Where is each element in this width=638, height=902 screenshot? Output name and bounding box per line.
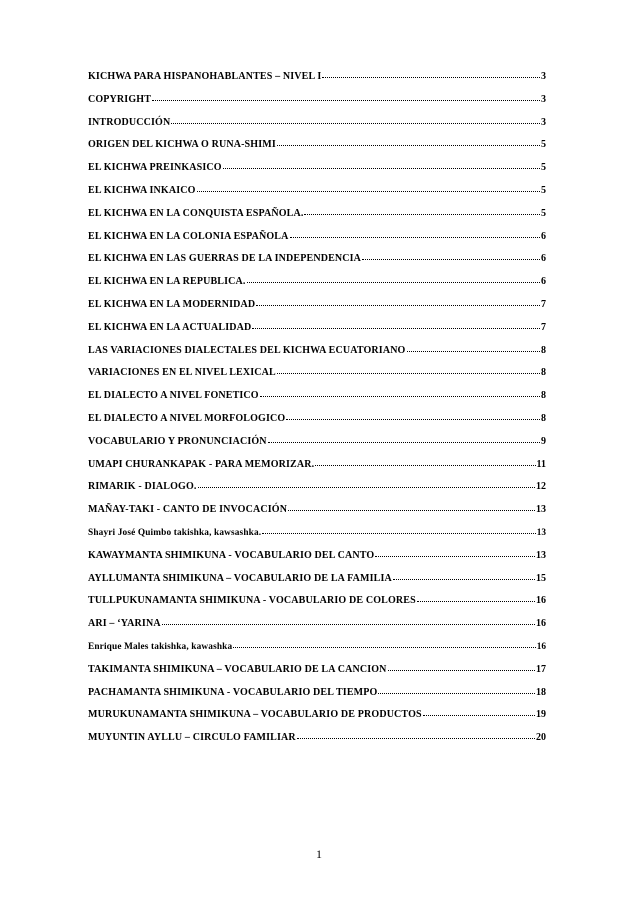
toc-entry[interactable] <box>88 568 546 591</box>
toc-entry-title: KICHWA PARA HISPANOHABLANTES – NIVEL I <box>88 71 322 82</box>
toc-entry-title: PACHAMANTA SHIMIKUNA - VOCABULARIO DEL TIEMPO <box>88 686 378 698</box>
toc-entry[interactable] <box>88 248 546 271</box>
toc-entry-page: 16 <box>536 618 546 630</box>
toc-entry-page: 18 <box>536 686 546 698</box>
table-of-contents <box>88 66 546 750</box>
toc-dot-leader <box>286 411 540 421</box>
toc-entry-title: EL KICHWA EN LA REPUBLICA. <box>88 276 246 288</box>
toc-dot-leader <box>223 160 540 170</box>
toc-entry[interactable] <box>88 727 546 750</box>
toc-dot-leader <box>162 616 535 626</box>
toc-entry-page: 15 <box>536 572 546 584</box>
toc-entry[interactable] <box>88 522 546 545</box>
toc-entry-page: 20 <box>536 732 546 744</box>
toc-entry-title: EL KICHWA EN LA ACTUALIDAD <box>88 321 252 333</box>
toc-dot-leader <box>378 685 535 695</box>
toc-entry-title: INTRODUCCIÓN <box>88 116 171 128</box>
toc-entry-page: 8 <box>541 412 546 424</box>
toc-dot-leader <box>315 457 535 467</box>
toc-entry[interactable] <box>88 590 546 613</box>
toc-entry[interactable] <box>88 317 546 340</box>
toc-entry[interactable] <box>88 340 546 363</box>
toc-entry-page: 19 <box>536 709 546 721</box>
toc-entry-title: EL KICHWA EN LA COLONIA ESPAÑOLA <box>88 230 289 242</box>
toc-dot-leader <box>388 662 535 672</box>
toc-dot-leader <box>171 115 540 125</box>
toc-dot-leader <box>268 434 540 444</box>
toc-dot-leader <box>152 92 540 102</box>
toc-entry-title: ARI – ‘YARINA <box>88 618 161 630</box>
toc-entry-page: 13 <box>536 527 546 538</box>
toc-entry-page: 11 <box>536 458 546 470</box>
toc-entry-page: 17 <box>536 663 546 675</box>
toc-entry-title: VARIACIONES EN EL NIVEL LEXICAL <box>88 367 276 379</box>
toc-entry-page: 5 <box>541 184 546 196</box>
toc-entry-title: RIMARIK - DIALOGO. <box>88 481 197 493</box>
toc-entry-page: 3 <box>541 71 546 82</box>
toc-dot-leader <box>277 365 540 375</box>
toc-dot-leader <box>198 479 535 489</box>
toc-entry[interactable] <box>88 454 546 477</box>
toc-entry-title: MURUKUNAMANTA SHIMIKUNA – VOCABULARIO DE PRODUCTOS <box>88 709 422 721</box>
toc-entry-title: VOCABULARIO Y PRONUNCIACIÓN <box>88 435 267 447</box>
toc-dot-leader <box>290 229 541 239</box>
toc-dot-leader <box>233 639 535 649</box>
toc-entry-title: ORIGEN DEL KICHWA O RUNA-SHIMI <box>88 139 276 151</box>
toc-entry[interactable] <box>88 476 546 499</box>
toc-dot-leader <box>262 525 535 535</box>
toc-entry-page: 5 <box>541 207 546 219</box>
toc-entry[interactable] <box>88 636 546 659</box>
toc-entry-title: MAÑAY-TAKI - CANTO DE INVOCACIÓN <box>88 504 288 516</box>
toc-dot-leader <box>252 320 540 330</box>
toc-entry-page: 3 <box>541 116 546 128</box>
toc-dot-leader <box>407 343 541 353</box>
toc-dot-leader <box>256 297 540 307</box>
toc-entry-page: 7 <box>541 321 546 333</box>
toc-entry-title: EL KICHWA INKAICO <box>88 184 196 196</box>
toc-entry-title: MUYUNTIN AYLLU – CIRCULO FAMILIAR <box>88 732 296 744</box>
toc-entry-title: EL KICHWA EN LA CONQUISTA ESPAÑOLA. <box>88 207 304 219</box>
toc-entry[interactable] <box>88 408 546 431</box>
toc-entry-page: 13 <box>536 549 546 561</box>
toc-entry[interactable] <box>88 659 546 682</box>
toc-entry-page: 9 <box>541 435 546 447</box>
toc-entry-title: UMAPI CHURANKAPAK - PARA MEMORIZAR. <box>88 458 315 470</box>
toc-entry-title: EL KICHWA PREINKASICO <box>88 162 222 174</box>
toc-dot-leader <box>197 183 540 193</box>
toc-entry-title: KAWAYMANTA SHIMIKUNA - VOCABULARIO DEL CANTO <box>88 549 375 561</box>
toc-dot-leader <box>277 137 540 147</box>
toc-dot-leader <box>423 707 535 717</box>
toc-entry[interactable] <box>88 385 546 408</box>
toc-entry[interactable] <box>88 134 546 157</box>
toc-dot-leader <box>362 251 540 261</box>
toc-entry-title: Shayri José Quimbo takishka, kawsashka. <box>88 527 262 538</box>
toc-entry[interactable] <box>88 431 546 454</box>
toc-entry[interactable] <box>88 704 546 727</box>
toc-entry-title: TULLPUKUNAMANTA SHIMIKUNA - VOCABULARIO DE COLORES <box>88 595 416 607</box>
toc-entry-title: LAS VARIACIONES DIALECTALES DEL KICHWA ECUATORIANO <box>88 344 406 356</box>
toc-entry-page: 6 <box>541 253 546 265</box>
toc-entry-page: 16 <box>536 595 546 607</box>
toc-dot-leader <box>417 593 535 603</box>
toc-entry-title: TAKIMANTA SHIMIKUNA – VOCABULARIO DE LA CANCION <box>88 663 387 675</box>
toc-dot-leader <box>247 274 540 284</box>
toc-entry[interactable] <box>88 545 546 568</box>
toc-entry-title: EL KICHWA EN LA MODERNIDAD <box>88 298 256 310</box>
toc-dot-leader <box>297 730 535 740</box>
toc-entry-page: 5 <box>541 162 546 174</box>
toc-entry-page: 16 <box>536 641 546 652</box>
toc-entry[interactable] <box>88 180 546 203</box>
toc-entry-title: Enrique Males takishka, kawashka <box>88 641 233 652</box>
toc-dot-leader <box>322 69 540 79</box>
toc-entry-page: 13 <box>536 504 546 516</box>
toc-entry-title: EL DIALECTO A NIVEL FONETICO <box>88 390 259 402</box>
toc-entry[interactable] <box>88 89 546 112</box>
toc-entry-page: 5 <box>541 139 546 151</box>
toc-entry-page: 6 <box>541 276 546 288</box>
toc-entry[interactable] <box>88 271 546 294</box>
toc-entry-page: 7 <box>541 298 546 310</box>
toc-entry-page: 8 <box>541 390 546 402</box>
toc-entry[interactable] <box>88 362 546 385</box>
toc-entry-title: EL KICHWA EN LAS GUERRAS DE LA INDEPENDENCIA <box>88 253 362 265</box>
toc-entry-page: 8 <box>541 344 546 356</box>
toc-entry-title: EL DIALECTO A NIVEL MORFOLOGICO <box>88 412 286 424</box>
toc-entry[interactable] <box>88 226 546 249</box>
toc-entry-page: 3 <box>541 93 546 105</box>
toc-dot-leader <box>393 571 535 581</box>
toc-entry[interactable] <box>88 499 546 522</box>
toc-dot-leader <box>375 548 535 558</box>
toc-dot-leader <box>260 388 540 398</box>
toc-entry-page: 8 <box>541 367 546 379</box>
toc-entry-title: COPYRIGHT <box>88 93 152 105</box>
toc-entry[interactable] <box>88 157 546 180</box>
toc-entry[interactable] <box>88 613 546 636</box>
toc-entry[interactable] <box>88 203 546 226</box>
toc-entry-title: AYLLUMANTA SHIMIKUNA – VOCABULARIO DE LA FAMILIA <box>88 572 392 584</box>
toc-entry-page: 12 <box>536 481 546 493</box>
page-number: 1 <box>316 847 322 861</box>
toc-dot-leader <box>304 206 540 216</box>
toc-entry[interactable] <box>88 66 546 89</box>
toc-entry-page: 6 <box>541 230 546 242</box>
toc-entry[interactable] <box>88 682 546 705</box>
toc-entry[interactable] <box>88 294 546 317</box>
toc-entry[interactable] <box>88 112 546 135</box>
toc-dot-leader <box>288 502 535 512</box>
